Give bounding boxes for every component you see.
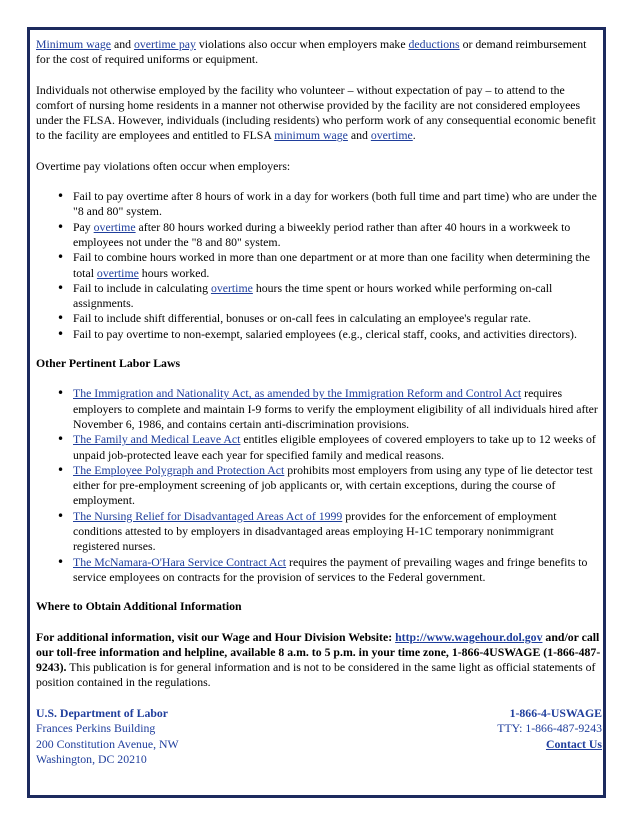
footer: [36, 706, 602, 768]
overtime-pay-link[interactable]: overtime pay: [133, 37, 196, 51]
paragraph-deductions: Minimum wage and overtime pay violations also occur when employers make deductions or demand reimbursement for the cost of required uniforms or equipment.: [36, 37, 587, 67]
list-item: • Fail to include shift differential, bonuses or on-call fees in calculating an employee's regular rate.: [36, 311, 602, 326]
list-item: • The Employee Polygraph and Protection Act prohibits most employers from using any type of lie detector test either for pre-employment screening of job applicants or, with certain exceptions, during the course of employment.: [36, 463, 602, 509]
street-address: 200 Constitution Avenue, NW: [36, 736, 179, 751]
minimum-wage-link-2[interactable]: minimum wage: [274, 128, 348, 143]
overtime-link[interactable]: overtime: [93, 219, 136, 234]
deductions-link[interactable]: deductions: [408, 37, 460, 51]
nursing-relief-act-link[interactable]: The Nursing Relief for Disadvantaged Areas Act of 1999: [73, 508, 343, 523]
list-item: • The Nursing Relief for Disadvantaged Areas Act of 1999 provides for the enforcement of employment conditions attested to by employers in disadvantaged areas employing H-1C temporary nonimmigrant registered nurses.: [36, 509, 602, 555]
footer-contact: [497, 706, 602, 768]
immigration-act-link[interactable]: The Immigration and Nationality Act, as amended by the Immigration Reform and Control Act: [73, 386, 522, 401]
overtime-violations-list: [36, 189, 602, 342]
heading-additional-info: Where to Obtain Additional Information: [36, 599, 242, 614]
service-contract-act-link[interactable]: The McNamara-O'Hara Service Contract Act: [73, 554, 287, 569]
paragraph-overtime-intro: Overtime pay violations often occur when employers:: [36, 158, 291, 173]
list-item: • The Immigration and Nationality Act, as amended by the Immigration Reform and Control Act requires employers to complete and maintain I-9 forms to verify the employment eligibility of all individuals hired after November 6, 1986, and contains certain anti-discrimination provisions.: [36, 386, 602, 432]
phone-number: 1-866-4-USWAGE: [509, 705, 602, 720]
overtime-link[interactable]: overtime: [370, 128, 413, 143]
paragraph-volunteers: Individuals not otherwise employed by the facility who volunteer – without expectation of pay – to attend to the comfort of nursing home residents in a manner not otherwise provided by the facility are not considered employees under the FLSA. However, individuals (including residents) who perform work of any consequential economic benefit to the facility are employees and entitled to FLSA minimum wage and overtime.: [36, 82, 596, 143]
contact-us-link[interactable]: Contact Us: [545, 736, 602, 751]
list-item: • The McNamara-O'Hara Service Contract Act requires the payment of prevailing wages and fringe benefits to service employees on contracts for the provision of services to the Federal government.: [36, 555, 602, 586]
document-body: [36, 37, 602, 768]
polygraph-act-link[interactable]: The Employee Polygraph and Protection Act: [73, 462, 285, 477]
list-item: • Fail to pay overtime after 8 hours of work in a day for workers (both full time and part time) who are under the "8 and 80" system.: [36, 189, 602, 220]
list-item: • Fail to pay overtime to non-exempt, salaried employees (e.g., clerical staff, cooks, and activities directors).: [36, 327, 602, 342]
wagehour-website-link[interactable]: http://www.wagehour.dol.gov: [395, 629, 543, 644]
building-name: Frances Perkins Building: [36, 721, 156, 736]
overtime-link[interactable]: overtime: [210, 280, 253, 295]
footer-address: [36, 706, 179, 768]
tty-number: TTY: 1-866-487-9243: [497, 721, 602, 736]
list-item: • Fail to include in calculating overtime hours the time spent or hours worked while performing on-call assignments.: [36, 281, 602, 312]
city-address: Washington, DC 20210: [36, 752, 147, 767]
list-item: • Fail to combine hours worked in more than one department or at more than one facility when determining the total overtime hours worked.: [36, 250, 602, 281]
list-item: • Pay overtime after 80 hours worked during a biweekly period rather than after 40 hours in a workweek to employees not under the "8 and 80" system.: [36, 220, 602, 251]
paragraph-additional-info: For additional information, visit our Wage and Hour Division Website: http://www.wagehour.dol.gov and/or call our toll-free information and helpline, available 8 a.m. to 5 p.m. in your time zone, 1-866-4USWAGE (1-866-487-9243). This publication is for general information and is not to be considered in the same light as official statements of position contained in the regulations.: [36, 629, 601, 690]
department-name: U.S. Department of Labor: [36, 705, 169, 720]
labor-laws-list: [36, 386, 602, 585]
list-item: • The Family and Medical Leave Act entitles eligible employees of covered employers to take up to 12 weeks of unpaid job-protected leave each year for specified family and medical reasons.: [36, 432, 602, 463]
minimum-wage-link[interactable]: Minimum wage: [36, 37, 112, 51]
heading-other-labor-laws: Other Pertinent Labor Laws: [36, 356, 181, 371]
overtime-link[interactable]: overtime: [96, 265, 139, 280]
fmla-link[interactable]: The Family and Medical Leave Act: [73, 432, 241, 447]
